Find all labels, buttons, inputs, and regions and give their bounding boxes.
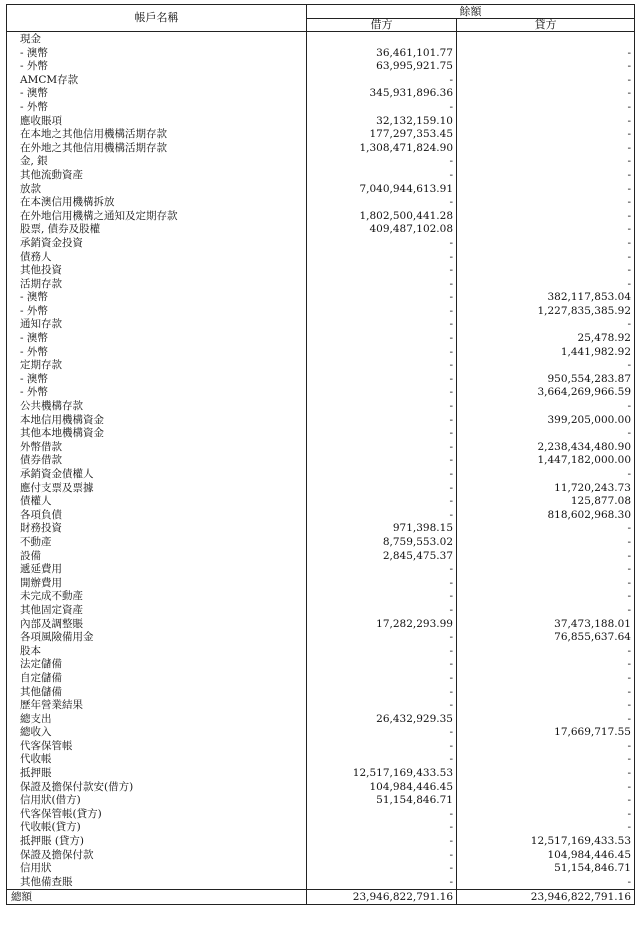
account-name-cell: 代客保管帳(貸方): [7, 808, 307, 822]
table-row: [7, 128, 635, 142]
account-name-cell: 遞延費用: [7, 563, 307, 577]
table-row: [7, 223, 635, 237]
credit-cell: 1,441,982.92: [457, 346, 635, 360]
table-row: [7, 577, 635, 591]
debit-cell: -: [307, 563, 457, 577]
debit-cell: -: [307, 74, 457, 88]
table-row: [7, 645, 635, 659]
debit-cell: 971,398.15: [307, 522, 457, 536]
credit-cell: -: [457, 278, 635, 292]
debit-cell: -: [307, 101, 457, 115]
account-name-cell: 其他儲備: [7, 686, 307, 700]
debit-cell: -: [307, 835, 457, 849]
account-name-cell: 信用狀(借方): [7, 794, 307, 808]
debit-cell: 1,802,500,441.28: [307, 210, 457, 224]
table-row: [7, 862, 635, 876]
account-name-cell: - 澳幣: [7, 373, 307, 387]
debit-cell: -: [307, 332, 457, 346]
table-row: [7, 47, 635, 61]
debit-cell: -: [307, 849, 457, 863]
table-row: [7, 60, 635, 74]
account-name-cell: - 澳幣: [7, 291, 307, 305]
account-name-cell: 在本澳信用機構拆放: [7, 196, 307, 210]
credit-cell: -: [457, 645, 635, 659]
debit-cell: 2,845,475.37: [307, 550, 457, 564]
table-row: [7, 794, 635, 808]
credit-cell: 11,720,243.73: [457, 482, 635, 496]
account-name-cell: 抵押賬: [7, 767, 307, 781]
table-row: [7, 495, 635, 509]
debit-cell: -: [307, 645, 457, 659]
table-row: [7, 849, 635, 863]
balance-header: 餘額: [307, 5, 635, 19]
account-name-cell: - 外幣: [7, 101, 307, 115]
account-name-cell: - 澳幣: [7, 47, 307, 61]
credit-cell: -: [457, 101, 635, 115]
debit-cell: -: [307, 686, 457, 700]
credit-cell: 12,517,169,433.53: [457, 835, 635, 849]
table-row: [7, 658, 635, 672]
debit-cell: -: [307, 753, 457, 767]
table-row: [7, 359, 635, 373]
account-name-cell: 現金: [7, 32, 307, 47]
table-row: [7, 550, 635, 564]
debit-cell: -: [307, 672, 457, 686]
balance-table: [6, 4, 635, 905]
credit-cell: -: [457, 876, 635, 890]
table-row: [7, 169, 635, 183]
credit-cell: -: [457, 74, 635, 88]
account-name-cell: 債券借款: [7, 454, 307, 468]
account-name-cell: 代客保管帳: [7, 740, 307, 754]
account-name-cell: 應付支票及票據: [7, 482, 307, 496]
debit-cell: -: [307, 577, 457, 591]
debit-cell: -: [307, 359, 457, 373]
table-row: [7, 237, 635, 251]
table-row: [7, 427, 635, 441]
account-name-cell: 各項負債: [7, 509, 307, 523]
credit-cell: -: [457, 183, 635, 197]
account-name-cell: 應收賬項: [7, 115, 307, 129]
account-name-cell: - 外幣: [7, 60, 307, 74]
account-name-cell: 其他本地機構資金: [7, 427, 307, 441]
debit-cell: -: [307, 482, 457, 496]
debit-cell: 104,984,446.45: [307, 781, 457, 795]
credit-cell: -: [457, 808, 635, 822]
debit-cell: -: [307, 400, 457, 414]
table-row: [7, 210, 635, 224]
debit-cell: -: [307, 604, 457, 618]
debit-cell: -: [307, 631, 457, 645]
account-name-cell: 開辦費用: [7, 577, 307, 591]
credit-header: 貸方: [457, 19, 635, 32]
debit-cell: -: [307, 155, 457, 169]
debit-cell: -: [307, 237, 457, 251]
credit-cell: 3,664,269,966.59: [457, 386, 635, 400]
account-name-cell: 通知存款: [7, 318, 307, 332]
credit-cell: 17,669,717.55: [457, 726, 635, 740]
credit-cell: -: [457, 686, 635, 700]
account-name-cell: 定期存款: [7, 359, 307, 373]
table-row: [7, 686, 635, 700]
debit-cell: 26,432,929.35: [307, 713, 457, 727]
debit-cell: -: [307, 278, 457, 292]
account-name-cell: 信用狀: [7, 862, 307, 876]
credit-cell: -: [457, 60, 635, 74]
table-row: [7, 876, 635, 890]
credit-cell: -: [457, 767, 635, 781]
table-row: [7, 781, 635, 795]
account-name-cell: 在外地之其他信用機構活期存款: [7, 142, 307, 156]
credit-cell: -: [457, 264, 635, 278]
credit-cell: -: [457, 115, 635, 129]
account-name-cell: 法定儲備: [7, 658, 307, 672]
credit-cell: -: [457, 740, 635, 754]
table-row: [7, 278, 635, 292]
debit-cell: -: [307, 386, 457, 400]
credit-cell: -: [457, 359, 635, 373]
account-name-cell: 公共機構存款: [7, 400, 307, 414]
debit-cell: 8,759,553.02: [307, 536, 457, 550]
table-row: [7, 318, 635, 332]
account-name-header: 帳戶名稱: [7, 5, 307, 32]
account-name-cell: 在本地之其他信用機構活期存款: [7, 128, 307, 142]
account-name-cell: 承銷資金債權人: [7, 468, 307, 482]
account-rows: [7, 32, 635, 890]
table-row: [7, 155, 635, 169]
table-row: [7, 74, 635, 88]
credit-cell: -: [457, 577, 635, 591]
credit-cell: -: [457, 47, 635, 61]
debit-cell: -: [307, 468, 457, 482]
table-row: [7, 482, 635, 496]
debit-cell: -: [307, 441, 457, 455]
debit-cell: 17,282,293.99: [307, 618, 457, 632]
table-row: [7, 264, 635, 278]
account-name-cell: 代收帳(貸方): [7, 821, 307, 835]
table-row: [7, 414, 635, 428]
account-name-cell: 債權人: [7, 495, 307, 509]
table-row: [7, 726, 635, 740]
credit-cell: 382,117,853.04: [457, 291, 635, 305]
credit-cell: 37,473,188.01: [457, 618, 635, 632]
debit-cell: -: [307, 346, 457, 360]
table-row: [7, 713, 635, 727]
account-name-cell: 其他投資: [7, 264, 307, 278]
debit-cell: -: [307, 427, 457, 441]
credit-cell: -: [457, 753, 635, 767]
account-name-cell: 歷年營業結果: [7, 699, 307, 713]
credit-cell: -: [457, 169, 635, 183]
account-name-cell: 財務投資: [7, 522, 307, 536]
account-name-cell: - 外幣: [7, 346, 307, 360]
table-row: [7, 441, 635, 455]
debit-cell: [307, 32, 457, 47]
debit-cell: 51,154,846.71: [307, 794, 457, 808]
debit-cell: -: [307, 808, 457, 822]
credit-cell: 1,447,182,000.00: [457, 454, 635, 468]
credit-cell: -: [457, 604, 635, 618]
account-name-cell: - 澳幣: [7, 332, 307, 346]
table-row: [7, 101, 635, 115]
debit-cell: -: [307, 658, 457, 672]
table-row: [7, 699, 635, 713]
debit-cell: -: [307, 876, 457, 890]
account-name-cell: 抵押賬 (貸方): [7, 835, 307, 849]
account-name-cell: 其他流動資產: [7, 169, 307, 183]
account-name-cell: 未完成不動產: [7, 590, 307, 604]
account-name-cell: 放款: [7, 183, 307, 197]
table-row: [7, 400, 635, 414]
account-name-cell: 總支出: [7, 713, 307, 727]
credit-cell: -: [457, 563, 635, 577]
credit-cell: 25,478.92: [457, 332, 635, 346]
account-name-cell: 保證及擔保付款安(借方): [7, 781, 307, 795]
account-name-cell: 股本: [7, 645, 307, 659]
debit-cell: 36,461,101.77: [307, 47, 457, 61]
table-row: [7, 183, 635, 197]
account-name-cell: 自定儲備: [7, 672, 307, 686]
account-name-cell: 在外地信用機構之通知及定期存款: [7, 210, 307, 224]
table-row: [7, 509, 635, 523]
credit-cell: -: [457, 550, 635, 564]
account-name-cell: 其他備查賬: [7, 876, 307, 890]
debit-cell: -: [307, 509, 457, 523]
table-row: [7, 672, 635, 686]
debit-cell: -: [307, 699, 457, 713]
table-row: [7, 522, 635, 536]
table-row: [7, 373, 635, 387]
credit-cell: 104,984,446.45: [457, 849, 635, 863]
table-row: [7, 590, 635, 604]
table-row: [7, 753, 635, 767]
credit-cell: 1,227,835,385.92: [457, 305, 635, 319]
credit-cell: -: [457, 427, 635, 441]
debit-cell: -: [307, 251, 457, 265]
account-name-cell: 本地信用機構資金: [7, 414, 307, 428]
credit-cell: -: [457, 318, 635, 332]
table-row: [7, 808, 635, 822]
table-row: [7, 835, 635, 849]
debit-cell: -: [307, 414, 457, 428]
credit-cell: 950,554,283.87: [457, 373, 635, 387]
account-name-cell: - 外幣: [7, 386, 307, 400]
account-name-cell: 債務人: [7, 251, 307, 265]
account-name-cell: 承銷資金投資: [7, 237, 307, 251]
credit-cell: -: [457, 155, 635, 169]
account-name-cell: - 澳幣: [7, 87, 307, 101]
debit-cell: -: [307, 169, 457, 183]
account-name-cell: 各項風險備用金: [7, 631, 307, 645]
table-row: [7, 87, 635, 101]
total-label: 總額: [7, 890, 307, 905]
table-row: [7, 740, 635, 754]
table-row: [7, 32, 635, 47]
table-row: [7, 767, 635, 781]
table-row: [7, 563, 635, 577]
table-row: [7, 115, 635, 129]
credit-cell: 76,855,637.64: [457, 631, 635, 645]
credit-cell: 818,602,968.30: [457, 509, 635, 523]
credit-cell: -: [457, 658, 635, 672]
debit-cell: -: [307, 590, 457, 604]
account-name-cell: - 外幣: [7, 305, 307, 319]
credit-cell: [457, 32, 635, 47]
table-row: [7, 251, 635, 265]
credit-cell: -: [457, 536, 635, 550]
credit-cell: -: [457, 128, 635, 142]
table-row: [7, 332, 635, 346]
table-row: [7, 346, 635, 360]
debit-cell: -: [307, 740, 457, 754]
account-name-cell: AMCM存款: [7, 74, 307, 88]
table-row: [7, 454, 635, 468]
debit-cell: -: [307, 862, 457, 876]
credit-cell: -: [457, 223, 635, 237]
account-name-cell: 金, 銀: [7, 155, 307, 169]
credit-cell: -: [457, 237, 635, 251]
debit-cell: 32,132,159.10: [307, 115, 457, 129]
debit-cell: -: [307, 454, 457, 468]
debit-cell: -: [307, 373, 457, 387]
total-credit: 23,946,822,791.16: [457, 890, 635, 905]
table-row: [7, 821, 635, 835]
account-name-cell: 保證及擔保付款: [7, 849, 307, 863]
credit-cell: -: [457, 87, 635, 101]
table-row: [7, 142, 635, 156]
debit-cell: -: [307, 495, 457, 509]
debit-cell: 12,517,169,433.53: [307, 767, 457, 781]
debit-cell: -: [307, 264, 457, 278]
account-name-cell: 不動產: [7, 536, 307, 550]
account-name-cell: 股票, 債券及股權: [7, 223, 307, 237]
credit-cell: -: [457, 699, 635, 713]
debit-cell: -: [307, 726, 457, 740]
debit-cell: 63,995,921.75: [307, 60, 457, 74]
credit-cell: -: [457, 821, 635, 835]
credit-cell: -: [457, 522, 635, 536]
account-name-cell: 其他固定資產: [7, 604, 307, 618]
account-name-cell: 代收帳: [7, 753, 307, 767]
account-name-cell: 外幣借款: [7, 441, 307, 455]
table-row: [7, 536, 635, 550]
debit-cell: 409,487,102.08: [307, 223, 457, 237]
credit-cell: -: [457, 400, 635, 414]
credit-cell: -: [457, 672, 635, 686]
credit-cell: 125,877.08: [457, 495, 635, 509]
debit-cell: 7,040,944,613.91: [307, 183, 457, 197]
debit-cell: 345,931,896.36: [307, 87, 457, 101]
account-name-cell: 活期存款: [7, 278, 307, 292]
credit-cell: 2,238,434,480.90: [457, 441, 635, 455]
balance-sheet: [6, 4, 634, 938]
credit-cell: -: [457, 794, 635, 808]
debit-cell: 1,308,471,824.90: [307, 142, 457, 156]
account-name-cell: 內部及調整賬: [7, 618, 307, 632]
total-debit: 23,946,822,791.16: [307, 890, 457, 905]
credit-cell: -: [457, 210, 635, 224]
table-row: [7, 196, 635, 210]
table-row: [7, 305, 635, 319]
table-row: [7, 386, 635, 400]
table-row: [7, 618, 635, 632]
debit-cell: -: [307, 821, 457, 835]
debit-cell: -: [307, 318, 457, 332]
credit-cell: -: [457, 142, 635, 156]
credit-cell: -: [457, 196, 635, 210]
credit-cell: -: [457, 781, 635, 795]
account-name-cell: 設備: [7, 550, 307, 564]
debit-cell: -: [307, 291, 457, 305]
debit-cell: 177,297,353.45: [307, 128, 457, 142]
credit-cell: -: [457, 590, 635, 604]
table-row: [7, 291, 635, 305]
account-name-cell: 總收入: [7, 726, 307, 740]
debit-header: 借方: [307, 19, 457, 32]
credit-cell: 51,154,846.71: [457, 862, 635, 876]
table-row: [7, 468, 635, 482]
debit-cell: -: [307, 305, 457, 319]
table-row: [7, 604, 635, 618]
table-row: [7, 631, 635, 645]
total-row: [7, 890, 635, 905]
credit-cell: -: [457, 251, 635, 265]
credit-cell: 399,205,000.00: [457, 414, 635, 428]
credit-cell: -: [457, 713, 635, 727]
credit-cell: -: [457, 468, 635, 482]
debit-cell: -: [307, 196, 457, 210]
